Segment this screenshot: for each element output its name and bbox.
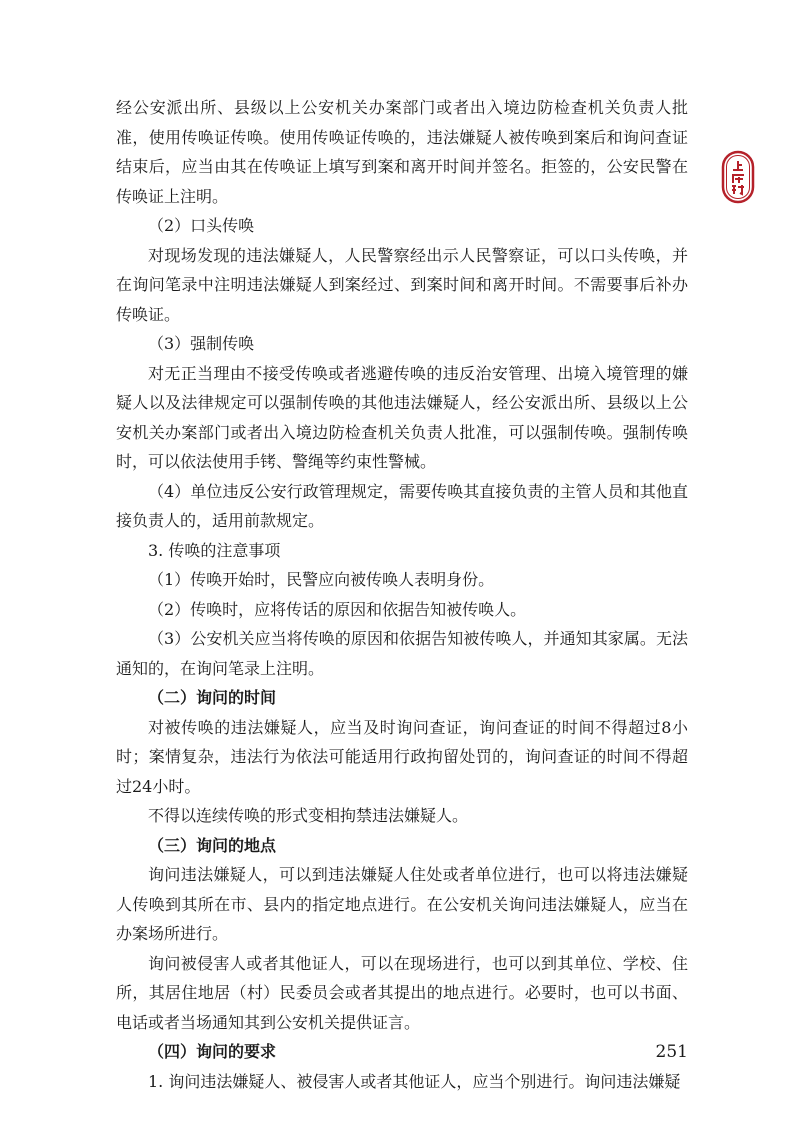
paragraph-unit-violation: （4）单位违反公安行政管理规定，需要传唤其直接负责的主管人员和其他直接负责人的，适用前款规定。: [116, 481, 688, 530]
paragraph-inquiry-place-suspect: 询问违法嫌疑人，可以到违法嫌疑人住处或者单位进行，也可以将违法嫌疑人传唤到其所在市、县内的指定地点进行。在公安机关询问违法嫌疑人，应当在办案场所进行。: [116, 865, 688, 943]
subheading-oral-summons: （2）口头传唤: [148, 216, 255, 235]
seal-stamp: [721, 150, 755, 204]
subheading-compulsory-summons: （3）强制传唤: [148, 334, 255, 353]
list-item-note-2: （2）传唤时，应将传话的原因和依据告知被传唤人。: [148, 599, 527, 619]
page-number: 251: [655, 1042, 688, 1062]
page-body: [116, 93, 688, 1096]
paragraph-compulsory-summons: 对无正当理由不接受传唤或者逃避传唤的违反治安管理、出境入境管理的嫌疑人以及法律规定可以强制传唤的其他违法嫌疑人，经公安派出所、县级以上公安机关办案部门或者出入境边防检查机关负责人批准，可以强制传唤。强制传唤时，可以依法使用手铐、警绳等约束性警械。: [116, 363, 688, 471]
paragraph-oral-summons: 对现场发现的违法嫌疑人，人民警察经出示人民警察证，可以口头传唤，并在询问笔录中注明违法嫌疑人到案经过、到案时间和离开时间。不需要事后补办传唤证。: [116, 245, 688, 324]
paragraph-inquiry-place-witness: 询问被侵害人或者其他证人，可以在现场进行，也可以到其单位、学校、住所，其居住地居（村）民委员会或者其提出的地点进行。必要时，也可以书面、电话或者当场通知其到公安机关提供证言。: [116, 953, 688, 1032]
subheading-summons-notes: 3. 传唤的注意事项: [148, 540, 281, 560]
list-item-note-1: （1）传唤开始时，民警应向被传唤人表明身份。: [148, 570, 495, 589]
section-heading-inquiry-requirements: （四）询问的要求: [148, 1042, 277, 1061]
paragraph-no-continuous-summons: 不得以连续传唤的形式变相拘禁违法嫌疑人。: [148, 806, 469, 825]
section-heading-inquiry-place: （三）询问的地点: [148, 835, 277, 855]
list-item-note-3: （3）公安机关应当将传唤的原因和依据告知被传唤人，并通知其家属。无法通知的，在询问笔录上注明。: [116, 629, 688, 678]
paragraph-inquiry-time: 对被传唤的违法嫌疑人，应当及时询问查证，询问查证的时间不得超过8小时；案情复杂，违法行为依法可能适用行政拘留处罚的，询问查证的时间不得超过24小时。: [116, 717, 688, 796]
paragraph-authorization: 经公安派出所、县级以上公安机关办案部门或者出入境边防检查机关负责人批准，使用传唤证传唤。使用传唤证传唤的，违法嫌疑人被传唤到案后和询问查证结束后，应当由其在传唤证上填写到案和离开时间并签名。拒签的，公安民警在传唤证上注明。: [116, 98, 688, 206]
paragraph-inquiry-requirements: 1. 询问违法嫌疑人、被侵害人或者其他证人，应当个别进行。询问违法嫌疑: [148, 1071, 681, 1091]
section-heading-inquiry-time: （二）询问的时间: [148, 688, 277, 707]
